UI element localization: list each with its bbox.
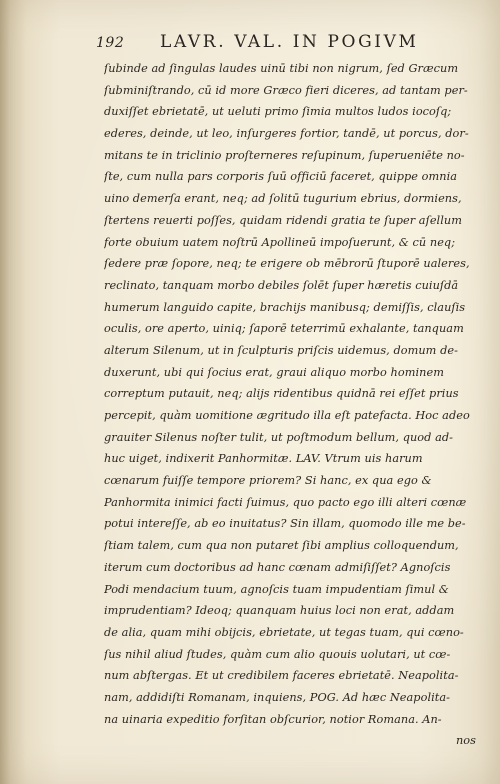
text-line: duxiſſet ebrietatē, ut ueluti primo ſimia multos ludos iocoſq; (104, 105, 452, 119)
text-line: alterum Silenum, ut in ſculpturis priſcis uidemus, domum de- (104, 343, 458, 357)
text-line: ſubminiſtrando, cū id more Græco fieri diceres, ad tantam per- (104, 83, 468, 97)
text-line: correptum putauit, neq; alijs ridentibus quidnā rei eſſet prius (104, 387, 459, 401)
text-line: forte obuium uatem noſtrū Apollineū impoſuerunt, & cū neq; (104, 235, 456, 249)
text-line: ſedere præ ſopore, neq; te erigere ob mēbrorū ſtuporē ualeres, (104, 257, 470, 271)
text-line: potui intereſſe, ab eo inuitatus? Sin illam, quomodo ille me be- (104, 517, 466, 531)
text-line: ſte, cum nulla pars corporis ſuū officiū faceret, quippe omnia (104, 170, 458, 184)
text-line: ederes, deinde, ut leo, inſurgeres fortior, tandē, ut porcus, dor- (104, 127, 469, 141)
page-number: 192 (96, 35, 125, 51)
text-line: huc uiget, indixerit Panhormitæ. LAV. Vtrum uis harum (104, 452, 423, 466)
text-line: cœnarum fuiſſe tempore priorem? Si hanc, ex qua ego & (104, 474, 432, 488)
text-line: Panhormita inimici facti ſuimus, quo pacto ego illi alteri cœnæ (104, 495, 467, 509)
text-line: ſtiam talem, cum qua non putaret ſibi amplius colloquendum, (104, 539, 459, 553)
text-line: reclinato, tanquam morbo debiles ſolēt ſuper hæretis cuiuſdā (104, 278, 459, 292)
text-line: duxerunt, ubi qui ſocius erat, graui aliquo morbo hominem (104, 365, 444, 379)
text-line: de alia, quam mihi obijcis, ebrietate, ut tegas tuam, qui cœno- (104, 625, 464, 639)
text-line: uino demerſa erant, neq; ad ſolitū tugurium ebrius, dormiens, (104, 192, 462, 206)
text-line: ſtertens reuerti poſſes, quidam ridendi gratia te ſuper aſellum (104, 213, 462, 227)
text-line: nam, addidiſti Romanam, inquiens, POG. Ad hæc Neapolita- (104, 690, 451, 704)
text-line: na uinaria expeditio forſitan obſcurior, notior Romana. An- (104, 712, 442, 726)
text-line: ſubinde ad ſingulas laudes uinū tibi non nigrum, ſed Græcum (104, 62, 459, 75)
body-text (104, 58, 478, 752)
text-line: Podi mendacium tuum, agnoſcis tuam impudentiam ſimul & (104, 582, 449, 596)
text-line: humerum languido capite, brachijs manibusq; demiſſis, clauſis (104, 300, 466, 314)
catchword: nos (455, 734, 476, 748)
text-line: iterum cum doctoribus ad hanc cœnam admiſiſſet? Agnoſcis (104, 560, 451, 574)
text-line: num abſtergas. Et ut credibilem faceres ebrietatē. Neapolita- (104, 669, 459, 683)
text-line: oculis, ore aperto, uiniq; ſaporē teterrimū exhalante, tanquam (104, 322, 464, 336)
text-line: mitans te in triclinio proſterneres reſupinum, ſuperueniēte no- (104, 148, 465, 162)
running-title: LAVR. VAL. IN POGIVM (160, 32, 419, 52)
text-line: grauiter Silenus noſter tulit, ut poſtmodum bellum, quod ad- (104, 430, 454, 444)
text-line: ſus nihil aliud ſtudes, quàm cum alio quouis uolutari, ut cœ- (104, 647, 451, 661)
text-line: imprudentiam? Ideoq; quanquam huius loci non erat, addam (104, 604, 455, 618)
running-head (96, 32, 476, 56)
text-line: percepit, quàm uomitione ægritudo illa eſt patefacta. Hoc adeo (104, 409, 470, 422)
